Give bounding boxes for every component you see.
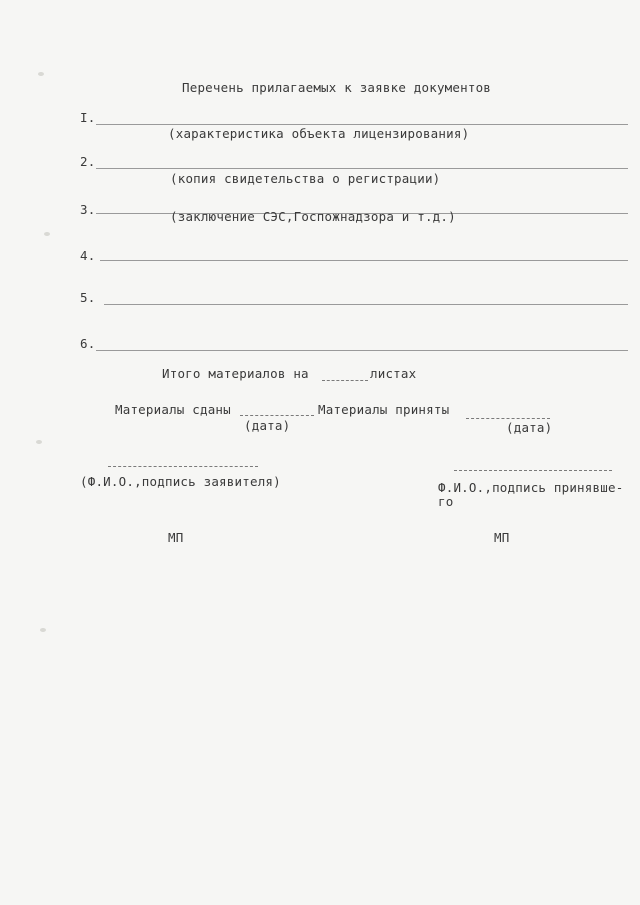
received-label: Материалы приняты xyxy=(318,402,450,417)
scan-speck xyxy=(38,72,44,76)
item-caption: (характеристика объекта лицензирования) xyxy=(168,126,470,141)
item-number: 6. xyxy=(80,336,96,351)
total-prefix: Итого материалов на xyxy=(162,366,309,381)
item-fill-line xyxy=(96,350,628,351)
item-number: 4. xyxy=(80,248,96,263)
received-date-line xyxy=(466,418,550,419)
stamp-place-left: МП xyxy=(168,530,184,545)
item-fill-line xyxy=(100,260,628,261)
total-suffix: листах xyxy=(370,366,417,381)
item-number: 2. xyxy=(80,154,96,169)
given-label: Материалы сданы xyxy=(115,402,231,417)
given-date-caption: (дата) xyxy=(244,418,291,433)
item-fill-line xyxy=(96,168,628,169)
scan-speck xyxy=(44,232,50,236)
receiver-signature-caption: Ф.И.О.,подпись принявше- xyxy=(438,480,624,495)
item-number: 3. xyxy=(80,202,96,217)
given-date-line xyxy=(240,415,314,416)
receiver-signature-caption-cont: го xyxy=(438,494,454,509)
item-caption: (заключение СЭС,Госпожнадзора и т.д.) xyxy=(170,209,456,224)
item-number: 5. xyxy=(80,290,96,305)
item-fill-line xyxy=(104,304,628,305)
item-number: I. xyxy=(80,110,96,125)
scan-speck xyxy=(40,628,46,632)
received-date-caption: (дата) xyxy=(506,420,553,435)
total-sheets-line xyxy=(322,380,368,381)
applicant-signature-line xyxy=(108,466,258,467)
scan-speck xyxy=(36,440,42,444)
document-title: Перечень прилагаемых к заявке документов xyxy=(182,80,492,95)
receiver-signature-line xyxy=(454,470,612,471)
item-caption: (копия свидетельства о регистрации) xyxy=(170,171,441,186)
stamp-place-right: МП xyxy=(494,530,510,545)
item-fill-line xyxy=(96,124,628,125)
applicant-signature-caption: (Ф.И.О.,подпись заявителя) xyxy=(80,474,281,489)
